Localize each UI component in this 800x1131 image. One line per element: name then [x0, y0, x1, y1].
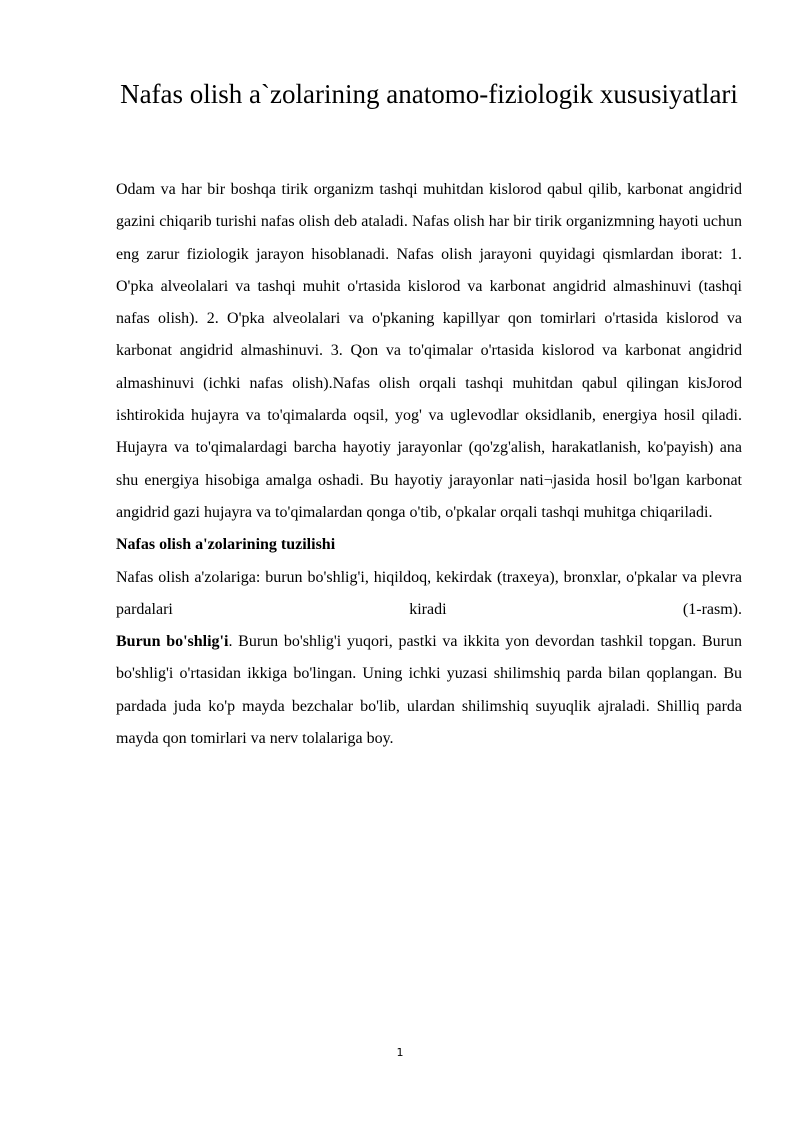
document-body	[116, 174, 742, 755]
nasal-cavity-paragraph	[116, 626, 742, 755]
page-title: Nafas olish a`zolarining anatomo-fiziologik xususiyatlari	[120, 79, 738, 109]
nasal-cavity-description: . Burun bo'shlig'i yuqori, pastki va ikkita yon devordan tashkil topgan. Burun bo'shlig'i o'rtasidan ikkiga bo'lingan. Uning ichki yuzasi shilimshiq parda bilan qoplangan. Bu pardada juda ko'p mayda bezchalar bo'lib, ulardan shilimshiq suyuqlik ajraladi. Shilliq parda mayda qon tomirlari va nerv tolalariga boy.	[116, 633, 743, 748]
organs-list-paragraph: Nafas olish a'zolariga: burun bo'shlig'i, hiqildoq, kekirdak (traxeya), bronxlar, o'pkalar va plevra pardalari kiradi (1-rasm).	[116, 568, 742, 618]
section-heading: Nafas olish a'zolarining tuzilishi	[116, 536, 336, 554]
page-number: 1	[396, 1046, 404, 1059]
nasal-cavity-term: Burun bo'shlig'i	[116, 633, 229, 651]
intro-paragraph: Odam va har bir boshqa tirik organizm tashqi muhitdan kislorod qabul qilib, karbonat angidrid gazini chiqarib turishi nafas olish deb ataladi. Nafas olish har bir tirik organizmning hayoti uchun eng zarur fiziologik jarayon hisoblanadi. Nafas olish jarayoni quyidagi qismlardan iborat: 1. O'pka alveolalari va tashqi muhit o'rtasida kislorod va karbonat angidrid almashinuvi (tashqi nafas olish). 2. O'pka alveolalari va o'pkaning kapillyar qon tomirlari o'rtasida kislorod va karbonat angidrid almashinuvi. 3. Qon va to'qimalar o'rtasida kislorod va karbonat angidrid almashinuvi (ichki nafas olish).Nafas olish orqali tashqi muhitdan qabul qilingan kisJorod ishtirokida hujayra va to'qimalarda oqsil, yog' va uglevodlar oksidlanib, energiya hosil qiladi. Hujayra va to'qimalardagi barcha hayotiy jarayonlar (qo'zg'alish, harakatlanish, ko'payish) ana shu energiya hisobiga amalga oshadi. Bu hayotiy jarayonlar nati¬jasida hosil bo'lgan karbonat angidrid gazi hujayra va to'qimalardan qonga o'tib, o'pkalar orqali tashqi muhitga chiqariladi.	[116, 181, 742, 521]
